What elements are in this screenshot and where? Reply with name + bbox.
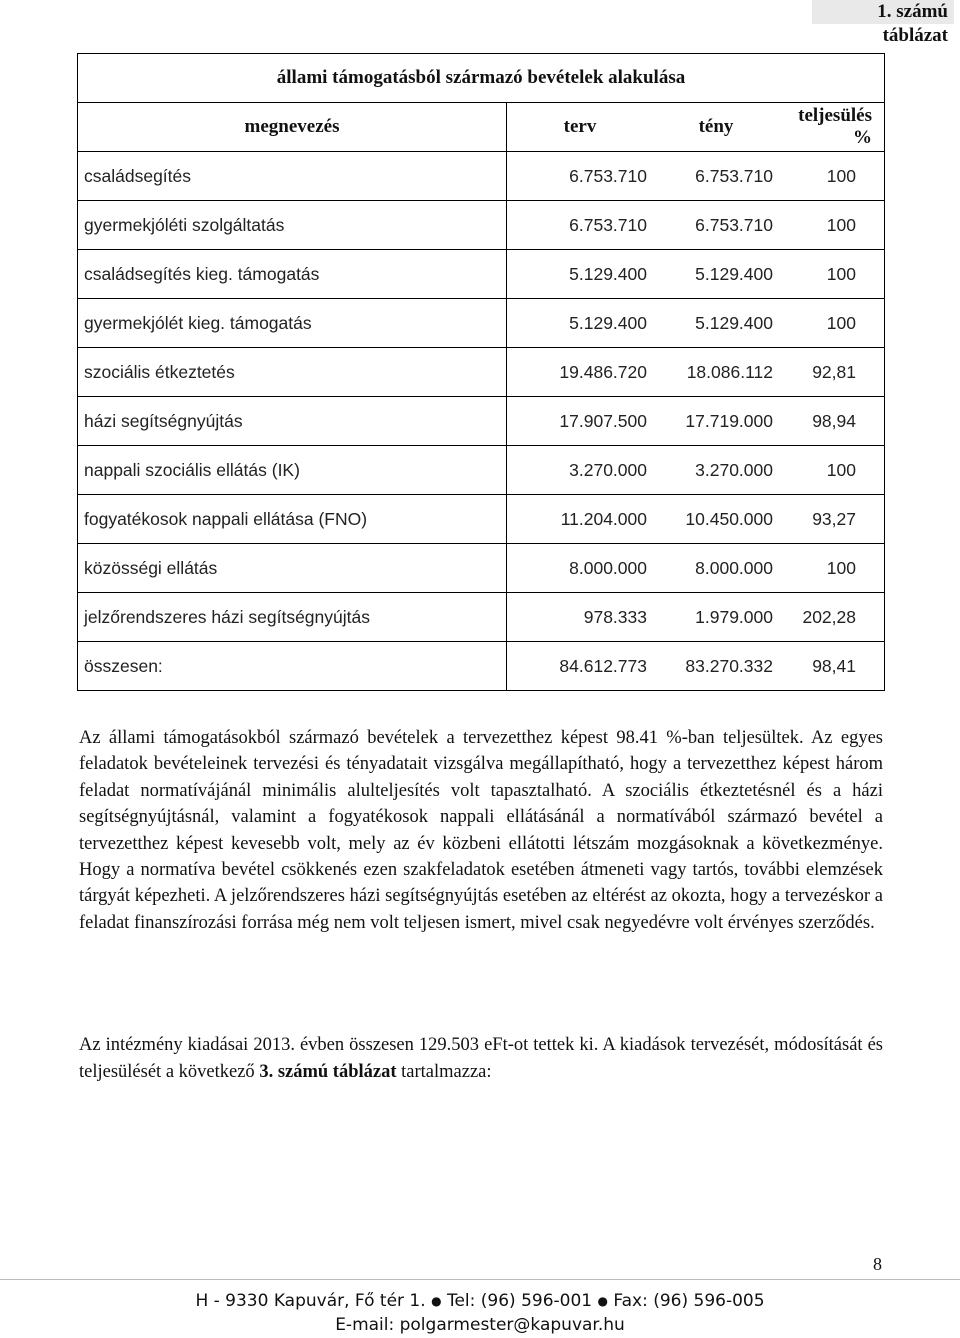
table-body bbox=[78, 152, 885, 691]
table-row bbox=[78, 593, 885, 642]
row-plan: 3.270.000 bbox=[507, 446, 654, 495]
footer-email: E-mail: polgarmester@kapuvar.hu bbox=[335, 1315, 625, 1335]
row-name: házi segítségnyújtás bbox=[78, 397, 507, 446]
page-number: 8 bbox=[873, 1254, 882, 1274]
row-name: jelzőrendszeres házi segítségnyújtás bbox=[78, 593, 507, 642]
revenue-table bbox=[77, 53, 885, 691]
table-row bbox=[78, 348, 885, 397]
row-plan: 19.486.720 bbox=[507, 348, 654, 397]
row-plan: 8.000.000 bbox=[507, 544, 654, 593]
row-percent: 92,81 bbox=[779, 348, 885, 397]
bullet-icon: ● bbox=[597, 1294, 608, 1308]
row-plan: 5.129.400 bbox=[507, 250, 654, 299]
row-plan: 6.753.710 bbox=[507, 152, 654, 201]
row-name: családsegítés kieg. támogatás bbox=[78, 250, 507, 299]
table-row bbox=[78, 250, 885, 299]
row-name: családsegítés bbox=[78, 152, 507, 201]
row-name: szociális étkeztetés bbox=[78, 348, 507, 397]
footer-address: H - 9330 Kapuvár, Fő tér 1. bbox=[195, 1291, 426, 1311]
row-percent: 100 bbox=[779, 152, 885, 201]
table-title: állami támogatásból származó bevételek alakulása bbox=[78, 54, 885, 103]
row-actual: 1.979.000 bbox=[653, 593, 779, 642]
row-percent: 98,41 bbox=[779, 642, 885, 691]
row-actual: 5.129.400 bbox=[653, 250, 779, 299]
row-actual: 83.270.332 bbox=[653, 642, 779, 691]
expenses-paragraph bbox=[79, 1032, 883, 1086]
row-actual: 5.129.400 bbox=[653, 299, 779, 348]
table-row bbox=[78, 299, 885, 348]
footer-divider bbox=[0, 1279, 960, 1280]
col-header-percent: teljesülés % bbox=[779, 103, 885, 152]
table-row bbox=[78, 544, 885, 593]
footer-fax: Fax: (96) 596-005 bbox=[613, 1291, 765, 1311]
analysis-paragraph: Az állami támogatásokból származó bevételek a tervezetthez képest 98.41 %-ban teljesültek. Az egyes feladatok bevételeinek tervezési és tényadatait vizsgálva megállapítható, hogy a tervezetthez képest három feladat normatívájánál minimális alulteljesítés volt tapasztalható. A szociális étkeztetésnél és a házi segítségnyújtásnál, valamint a fogyatékosok nappali ellátásánál a normatívából származó bevétel a tervezetthez képest kevesebb volt, mely az év közbeni ellátotti létszám mozgásoknak a következménye. Hogy a normatíva bevétel csökkenés ezen szakfeladatok esetében átmeneti vagy tartós, további elemzések tárgyát képezheti. A jelzőrendszeres házi segítségnyújtás esetében az eltérést az okozta, hogy a tervezéskor a feladat finanszírozási forrása még nem volt teljesen ismert, mivel csak negyedévre volt érvényes szerződés. bbox=[79, 728, 883, 933]
table-row bbox=[78, 495, 885, 544]
row-actual: 17.719.000 bbox=[653, 397, 779, 446]
row-percent: 100 bbox=[779, 299, 885, 348]
table-row bbox=[78, 152, 885, 201]
row-name: közösségi ellátás bbox=[78, 544, 507, 593]
footer-tel: Tel: (96) 596-001 bbox=[446, 1291, 593, 1311]
bullet-icon: ● bbox=[431, 1294, 442, 1308]
row-name: összesen: bbox=[78, 642, 507, 691]
footer bbox=[0, 1289, 960, 1337]
col-header-actual: tény bbox=[653, 103, 779, 152]
row-actual: 3.270.000 bbox=[653, 446, 779, 495]
row-actual: 6.753.710 bbox=[653, 201, 779, 250]
footer-contact-line bbox=[0, 1289, 960, 1313]
row-plan: 17.907.500 bbox=[507, 397, 654, 446]
table-row bbox=[78, 397, 885, 446]
row-name: fogyatékosok nappali ellátása (FNO) bbox=[78, 495, 507, 544]
row-plan: 5.129.400 bbox=[507, 299, 654, 348]
row-percent: 100 bbox=[779, 250, 885, 299]
row-percent: 100 bbox=[779, 544, 885, 593]
row-name: nappali szociális ellátás (IK) bbox=[78, 446, 507, 495]
table-row bbox=[78, 642, 885, 691]
row-actual: 8.000.000 bbox=[653, 544, 779, 593]
row-actual: 18.086.112 bbox=[653, 348, 779, 397]
row-percent: 100 bbox=[779, 446, 885, 495]
row-percent: 100 bbox=[779, 201, 885, 250]
row-plan: 84.612.773 bbox=[507, 642, 654, 691]
col-header-name: megnevezés bbox=[78, 103, 507, 152]
table-row bbox=[78, 201, 885, 250]
col-header-plan: terv bbox=[507, 103, 654, 152]
row-actual: 6.753.710 bbox=[653, 152, 779, 201]
table-row bbox=[78, 446, 885, 495]
expenses-text-before: Az intézmény kiadásai 2013. évben összesen 129.503 eFt-ot tettek ki. A kiadások tervezését, módosítását és teljesülését a következő bbox=[79, 1035, 883, 1082]
table-label: 1. számú táblázat bbox=[812, 0, 954, 24]
expenses-text-after: tartalmazza: bbox=[396, 1062, 492, 1082]
row-plan: 978.333 bbox=[507, 593, 654, 642]
row-percent: 202,28 bbox=[779, 593, 885, 642]
row-name: gyermekjólét kieg. támogatás bbox=[78, 299, 507, 348]
row-plan: 6.753.710 bbox=[507, 201, 654, 250]
row-percent: 98,94 bbox=[779, 397, 885, 446]
row-actual: 10.450.000 bbox=[653, 495, 779, 544]
row-name: gyermekjóléti szolgáltatás bbox=[78, 201, 507, 250]
table-reference: 3. számú táblázat bbox=[259, 1062, 397, 1082]
row-percent: 93,27 bbox=[779, 495, 885, 544]
row-plan: 11.204.000 bbox=[507, 495, 654, 544]
